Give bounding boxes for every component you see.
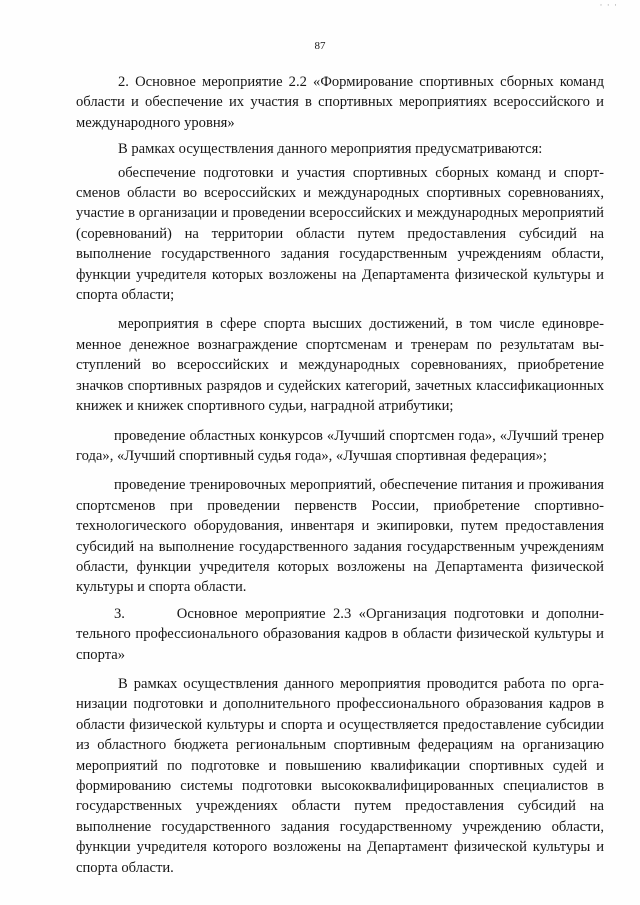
corner-mark: · · ·: [599, 0, 618, 10]
list-item-training: проведение тренировочных мероприятий, обеспечение питания и проживания спортсменов при проведении первенств России, приобретение спортивно-технологического оборудования, инвентаря и экипировки, путем предоставления субсидий на выполнение государственного задания государственным учреждениям области, функции учредителя которых возложены на Департамента физической культуры и спорта области.: [76, 477, 604, 596]
page-number: 87: [314, 40, 326, 52]
section-3-heading: 3. Основное мероприятие 2.3 «Организация подготовки и дополнительного профессионального образования кадров в области физической культуры и спорта»: [76, 605, 604, 663]
document-body: [76, 72, 604, 878]
list-item-high-performance: мероприятия в сфере спорта высших достижений, в том числе единовременное денежное вознаграждение спортсменам и тренерам по результатам выступлений во всероссийских и международных соревнованиях, приобретение значков спортивных разрядов и судейских категорий, зачетных классификационных книжек и книжек спортивного судьи, наградной атрибутики;: [76, 316, 604, 415]
section-3-paragraph: В рамках осуществления данного мероприятия проводится работа по организации подготовки и дополнительного профессионального образования кадров в области физической культуры и спорта и осуществляется предоставление субсидии из областного бюджета региональным спортивным федерациям на организацию мероприятий по подготовке и повышению квалификации спортивных судей и формированию системы подготовки высококвалифицированных специалистов в государственных учреждениях области путем предоставления субсидий на выполнение государственного задания государственному учреждению области, функции учредителя которого возложены на Департамент физической культуры и спорта области.: [76, 675, 604, 876]
section-2-heading: 2. Основное мероприятие 2.2 «Формирование спортивных сборных команд области и обеспечение их участия в спортивных мероприятиях всероссийского и международного уровня»: [76, 74, 604, 131]
list-item-support: обеспечение подготовки и участия спортивных сборных команд и спортсменов области во всероссийских и международных спортивных соревнованиях, участие в организации и проведении всероссийских и международных мероприятий (соревнований) на территории области путем предоставления субсидий на выполнение государственного задания государственным учреждениям области, функции учредителя которых возложены на Департамента физической культуры и спорта области;: [76, 164, 604, 304]
intro-paragraph: В рамках осуществления данного мероприятия предусматриваются:: [118, 141, 543, 158]
list-item-contests: проведение областных конкурсов «Лучший спортсмен года», «Лучший тренер года», «Лучший спортивный судья года», «Лучшая спортивная федерация»;: [76, 427, 604, 464]
